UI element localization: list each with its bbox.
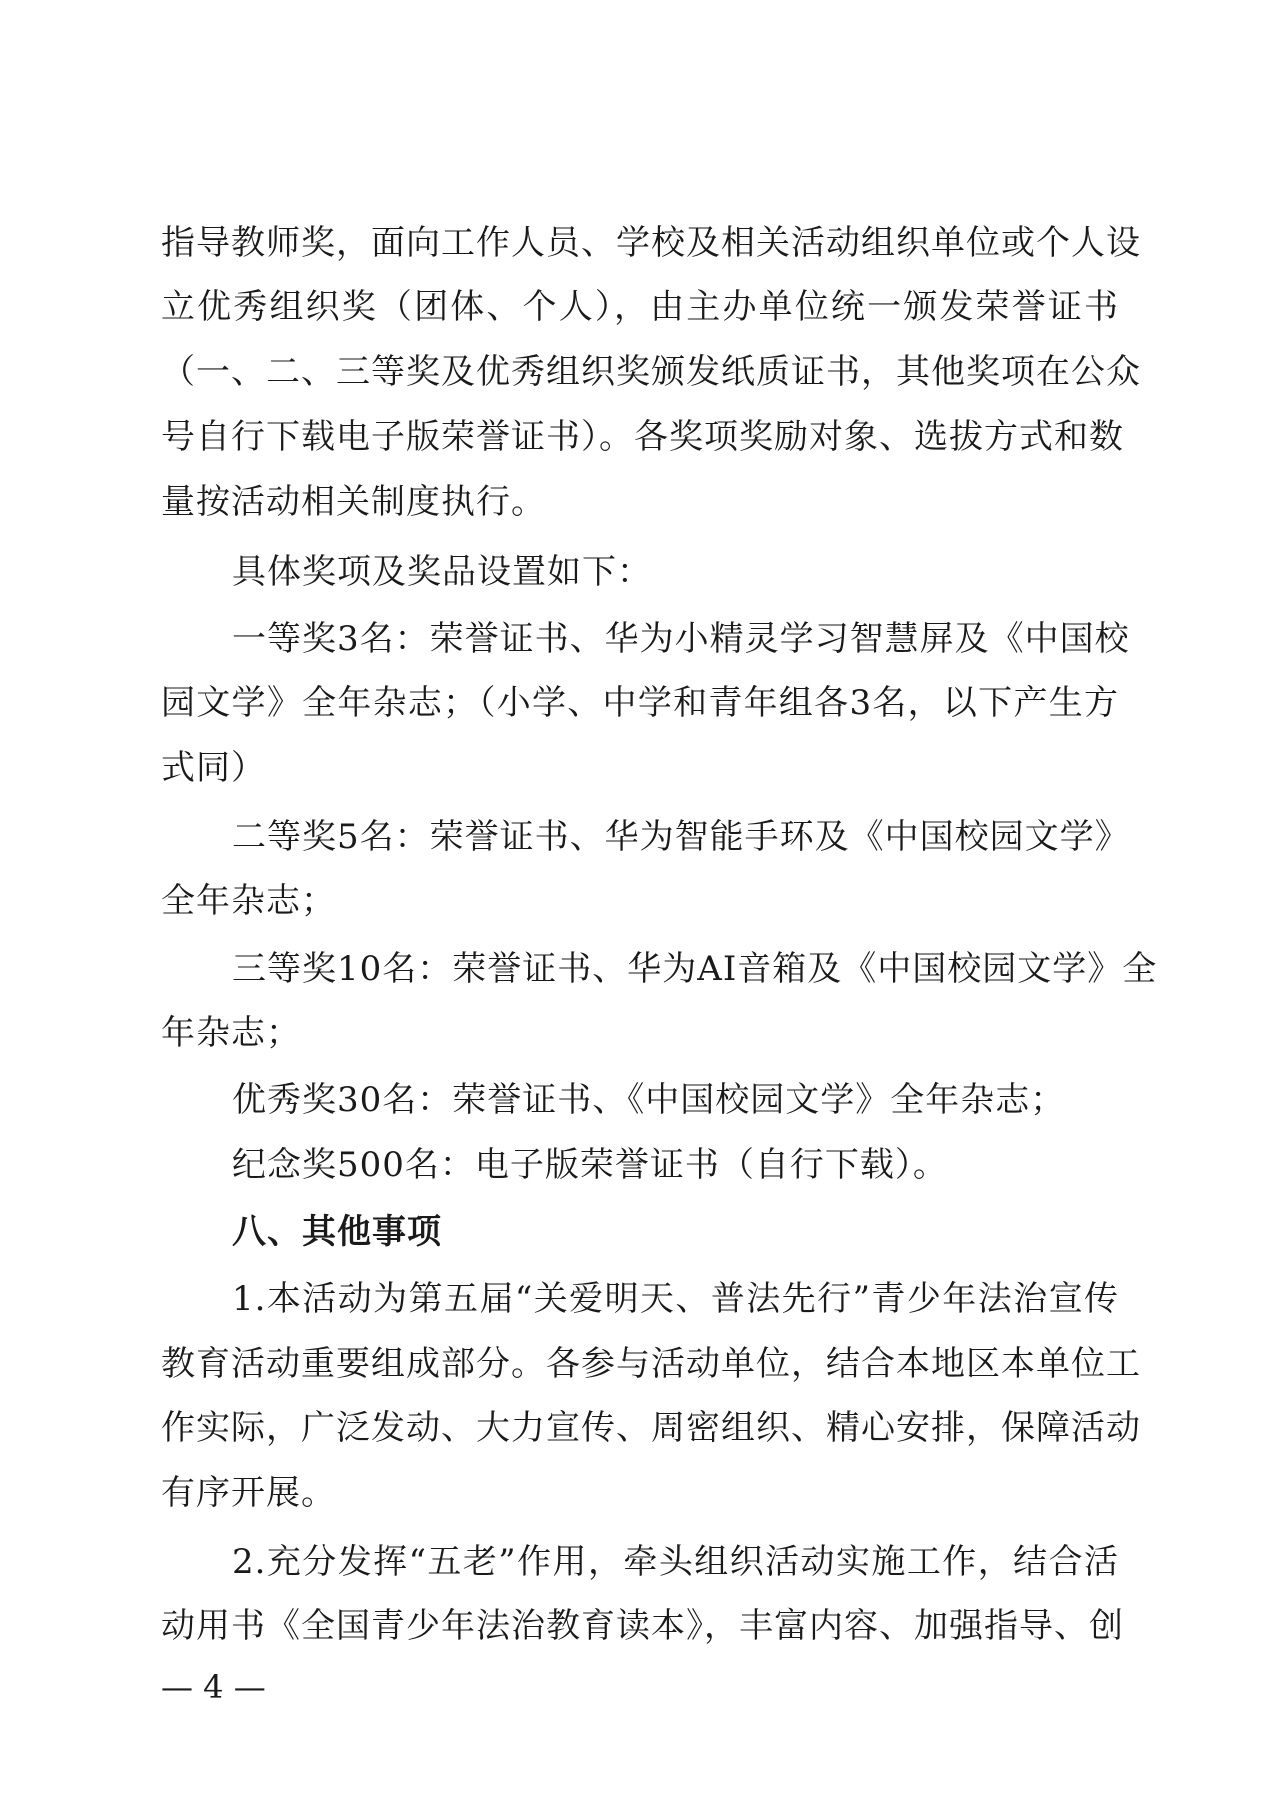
paragraph-intro: 具体奖项及奖品设置如下： [232,552,652,592]
body-text-line: 动用书《全国青少年法治教育读本》，丰富内容、加强指导、创 [161,1606,1124,1646]
item-1: 1.本活动为第五届“关爱明天、普法先行”青少年法治宣传 [232,1279,1119,1319]
body-text-line: 号自行下载电子版荣誉证书）。各奖项奖励对象、选拔方式和数 [161,417,1124,457]
body-text-line: 年杂志； [161,1013,301,1053]
body-text-line: 作实际，广泛发动、大力宣传、周密组织、精心安排，保障活动 [161,1408,1141,1448]
award-third-prize: 三等奖10名：荣誉证书、华为AI音箱及《中国校园文学》全 [232,949,1158,989]
body-text-line: 立优秀组织奖（团体、个人），由主办单位统一颁发荣誉证书 [161,287,1119,327]
award-commemorative-prize: 纪念奖500名：电子版荣誉证书（自行下载）。 [232,1145,948,1185]
section-heading: 八、其他事项 [232,1212,442,1252]
body-text-line: 有序开展。 [161,1473,336,1513]
item-2: 2.充分发挥“五老”作用，牵头组织活动实施工作，结合活 [232,1542,1119,1582]
body-text-line: 指导教师奖，面向工作人员、学校及相关活动组织单位或个人设 [161,223,1141,263]
award-excellence-prize: 优秀奖30名：荣誉证书、《中国校园文学》全年杂志； [232,1080,1066,1120]
body-text-line: （一、二、三等奖及优秀组织奖颁发纸质证书，其他奖项在公众 [161,352,1141,392]
body-text-line: 量按活动相关制度执行。 [161,482,546,522]
body-text-line: 教育活动重要组成部分。各参与活动单位，结合本地区本单位工 [161,1344,1141,1384]
body-text-line: 全年杂志； [161,881,336,921]
body-text-line: 园文学》全年杂志；（小学、中学和青年组各3名，以下产生方 [161,683,1119,723]
body-text-line: 式同） [161,748,266,788]
page-number: — 4 — [161,1668,266,1706]
award-first-prize: 一等奖3名：荣誉证书、华为小精灵学习智慧屏及《中国校 [232,619,1130,659]
award-second-prize: 二等奖5名：荣誉证书、华为智能手环及《中国校园文学》 [232,817,1130,857]
